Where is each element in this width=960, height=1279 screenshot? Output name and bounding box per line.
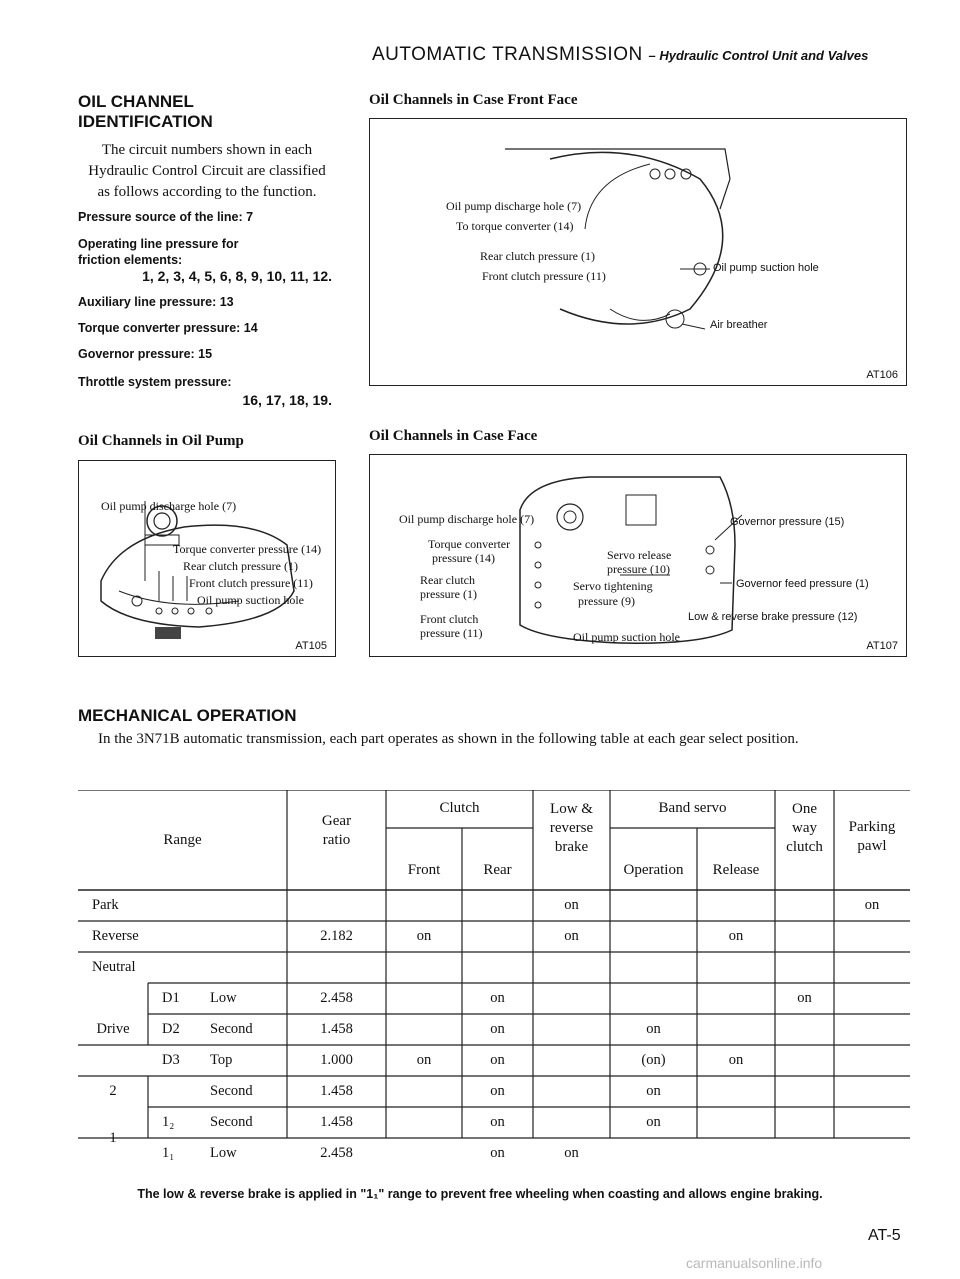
td-range: Neutral [92, 959, 136, 975]
front-label-air-breather: Air breather [710, 319, 768, 331]
td-sub: D1 [162, 990, 180, 1006]
td-ow: on [797, 990, 812, 1006]
throttle-system-label: Throttle system pressure: [78, 375, 232, 389]
td-ratio: 2.458 [320, 990, 353, 1006]
pump-label-torque: Torque converter pressure (14) [173, 542, 322, 556]
th-lowrev-line: reverse [549, 820, 594, 836]
td-position: Low [210, 1145, 237, 1161]
th-lowrev-line: Low & [550, 801, 593, 817]
front-label-suction: Oil pump suction hole [713, 262, 819, 274]
th-low-reverse [533, 800, 610, 857]
th-rear: Rear [483, 862, 512, 878]
case-label-discharge: Oil pump discharge hole (7) [399, 512, 535, 526]
torque-converter-item: Torque converter pressure: 14 [78, 321, 258, 335]
th-range: Range [163, 831, 202, 848]
front-label-front: Front clutch pressure (11) [482, 269, 606, 283]
pump-label-suction: Oil pump suction hole [197, 593, 304, 607]
td-lowrev: on [564, 897, 579, 913]
th-oneway-line: clutch [786, 839, 823, 855]
auxiliary-pressure-item: Auxiliary line pressure: 13 [78, 295, 234, 309]
td-front: on [416, 1052, 432, 1068]
td-range: 1 [109, 1129, 117, 1146]
case-label-low-reverse: Low & reverse brake pressure (12) [688, 611, 858, 623]
th-clutch: Clutch [439, 800, 480, 816]
th-gear-ratio [287, 812, 386, 850]
fig-front-code: AT106 [866, 369, 898, 381]
td-sub: D2 [162, 1021, 180, 1037]
heading-line-1: OIL CHANNEL [78, 92, 194, 111]
fig-pump-code: AT105 [295, 640, 327, 652]
friction-elements-label: friction elements: [78, 253, 183, 267]
case-label-servo-tight-1: Servo tightening [573, 579, 653, 593]
throttle-system-values: 16, 17, 18, 19. [242, 392, 332, 408]
td-ratio: 1.458 [320, 1114, 353, 1130]
mechanical-heading: MECHANICAL OPERATION [78, 706, 297, 725]
td-op: on [646, 1083, 661, 1099]
td-range: 2 [109, 1083, 117, 1099]
td-sub: D3 [162, 1052, 180, 1068]
case-label-rear-2: pressure (1) [420, 587, 477, 601]
case-label-front-1: Front clutch [420, 612, 479, 626]
td-rel: on [728, 1052, 744, 1068]
governor-pressure-item: Governor pressure: 15 [78, 347, 213, 361]
friction-elements-values: 1, 2, 3, 4, 5, 6, 8, 9, 10, 11, 12. [142, 268, 332, 284]
td-rear: on [490, 1145, 505, 1161]
th-band-servo: Band servo [658, 800, 727, 816]
case-label-servo-release-1: Servo release [607, 548, 672, 562]
td-op: (on) [641, 1052, 666, 1068]
td-ratio: 1.000 [320, 1052, 353, 1068]
pump-label-front: Front clutch pressure (11) [189, 576, 313, 590]
fig-case-code: AT107 [866, 640, 898, 652]
td-position: Second [210, 1083, 253, 1099]
td-ratio: 2.182 [320, 928, 353, 944]
th-one-way-clutch [775, 800, 834, 857]
td-sub: 1₁ [162, 1145, 175, 1161]
heading-line-2: IDENTIFICATION [78, 112, 213, 131]
pressure-source-item: Pressure source of the line: 7 [78, 210, 254, 224]
td-ratio: 1.458 [320, 1021, 353, 1037]
th-ratio-line: ratio [322, 832, 351, 848]
th-front: Front [407, 862, 441, 878]
td-op: on [646, 1114, 661, 1130]
td-position: Top [210, 1052, 233, 1068]
th-gear-line: Gear [321, 813, 352, 829]
case-label-suction: Oil pump suction hole [573, 630, 680, 644]
intro-line: as follows according to the function. [97, 184, 317, 200]
th-parking-pawl [834, 818, 910, 856]
td-rel: on [728, 928, 744, 944]
case-label-gov-feed: Governor feed pressure (1) [736, 578, 869, 590]
oil-pump-drawing [79, 461, 334, 655]
header-title: AUTOMATIC TRANSMISSION [372, 44, 643, 65]
case-label-torque-1: Torque converter [428, 537, 511, 551]
pump-label-discharge: Oil pump discharge hole (7) [101, 499, 237, 513]
pump-label-rear: Rear clutch pressure (1) [183, 559, 298, 573]
case-label-rear-1: Rear clutch [420, 573, 475, 587]
td-range: Reverse [92, 928, 139, 944]
intro-line: Hydraulic Control Circuit are classified [88, 163, 326, 179]
case-label-servo-tight-2: pressure (9) [578, 594, 635, 608]
th-parking-line: Parking [848, 819, 896, 835]
fig-case-box [369, 454, 907, 657]
th-oneway-line: One [792, 801, 817, 817]
front-label-torque: To torque converter (14) [456, 219, 574, 233]
td-op: on [646, 1021, 661, 1037]
front-label-discharge: Oil pump discharge hole (7) [446, 199, 582, 213]
th-pawl-line: pawl [857, 838, 887, 854]
watermark: carmanualsonline.info [686, 1255, 823, 1271]
th-release: Release [712, 862, 760, 878]
case-front-drawing [370, 119, 905, 384]
td-sub: 1₂ [162, 1114, 175, 1130]
front-label-rear: Rear clutch pressure (1) [480, 249, 595, 263]
td-rear: on [490, 1021, 505, 1037]
td-lowrev: on [564, 928, 579, 944]
td-front: on [416, 928, 432, 944]
fig-pump-box [78, 460, 336, 657]
th-operation: Operation [623, 862, 684, 878]
td-rear: on [490, 1083, 505, 1099]
td-lowrev: on [564, 1145, 579, 1161]
td-ratio: 2.458 [320, 1145, 353, 1161]
case-label-governor: Governor pressure (15) [730, 516, 845, 528]
td-position: Second [210, 1021, 253, 1037]
oil-channel-heading [78, 92, 213, 132]
td-rear: on [490, 1052, 505, 1068]
intro-line: The circuit numbers shown in each [101, 142, 313, 158]
case-label-torque-2: pressure (14) [432, 551, 495, 565]
fig-front-title: Oil Channels in Case Front Face [369, 92, 578, 108]
th-lowrev-line: brake [554, 839, 589, 855]
fig-case-title: Oil Channels in Case Face [369, 428, 538, 444]
fig-front-box [369, 118, 907, 386]
td-range: Drive [96, 1021, 130, 1037]
page-number: AT-5 [868, 1227, 901, 1244]
footnote: The low & reverse brake is applied in "1₁" range to prevent free wheeling when coasting and allows engine braking. [137, 1187, 823, 1201]
mechanical-intro: In the 3N71B automatic transmission, each part operates as shown in the following table at each gear select position. [98, 731, 799, 747]
header-subtitle: – Hydraulic Control Unit and Valves [648, 48, 869, 63]
operating-line-label: Operating line pressure for [78, 237, 239, 251]
td-rear: on [490, 990, 505, 1006]
fig-pump-title: Oil Channels in Oil Pump [78, 433, 244, 449]
oil-channel-intro [78, 140, 336, 203]
case-label-servo-release-2: pressure (10) [607, 562, 670, 576]
td-range: Park [92, 897, 119, 913]
td-position: Low [210, 990, 237, 1006]
case-label-front-2: pressure (11) [420, 626, 483, 640]
td-rear: on [490, 1114, 505, 1130]
page-header [372, 44, 868, 66]
td-position: Second [210, 1114, 253, 1130]
td-park: on [864, 897, 880, 913]
th-oneway-line: way [792, 820, 817, 836]
td-ratio: 1.458 [320, 1083, 353, 1099]
